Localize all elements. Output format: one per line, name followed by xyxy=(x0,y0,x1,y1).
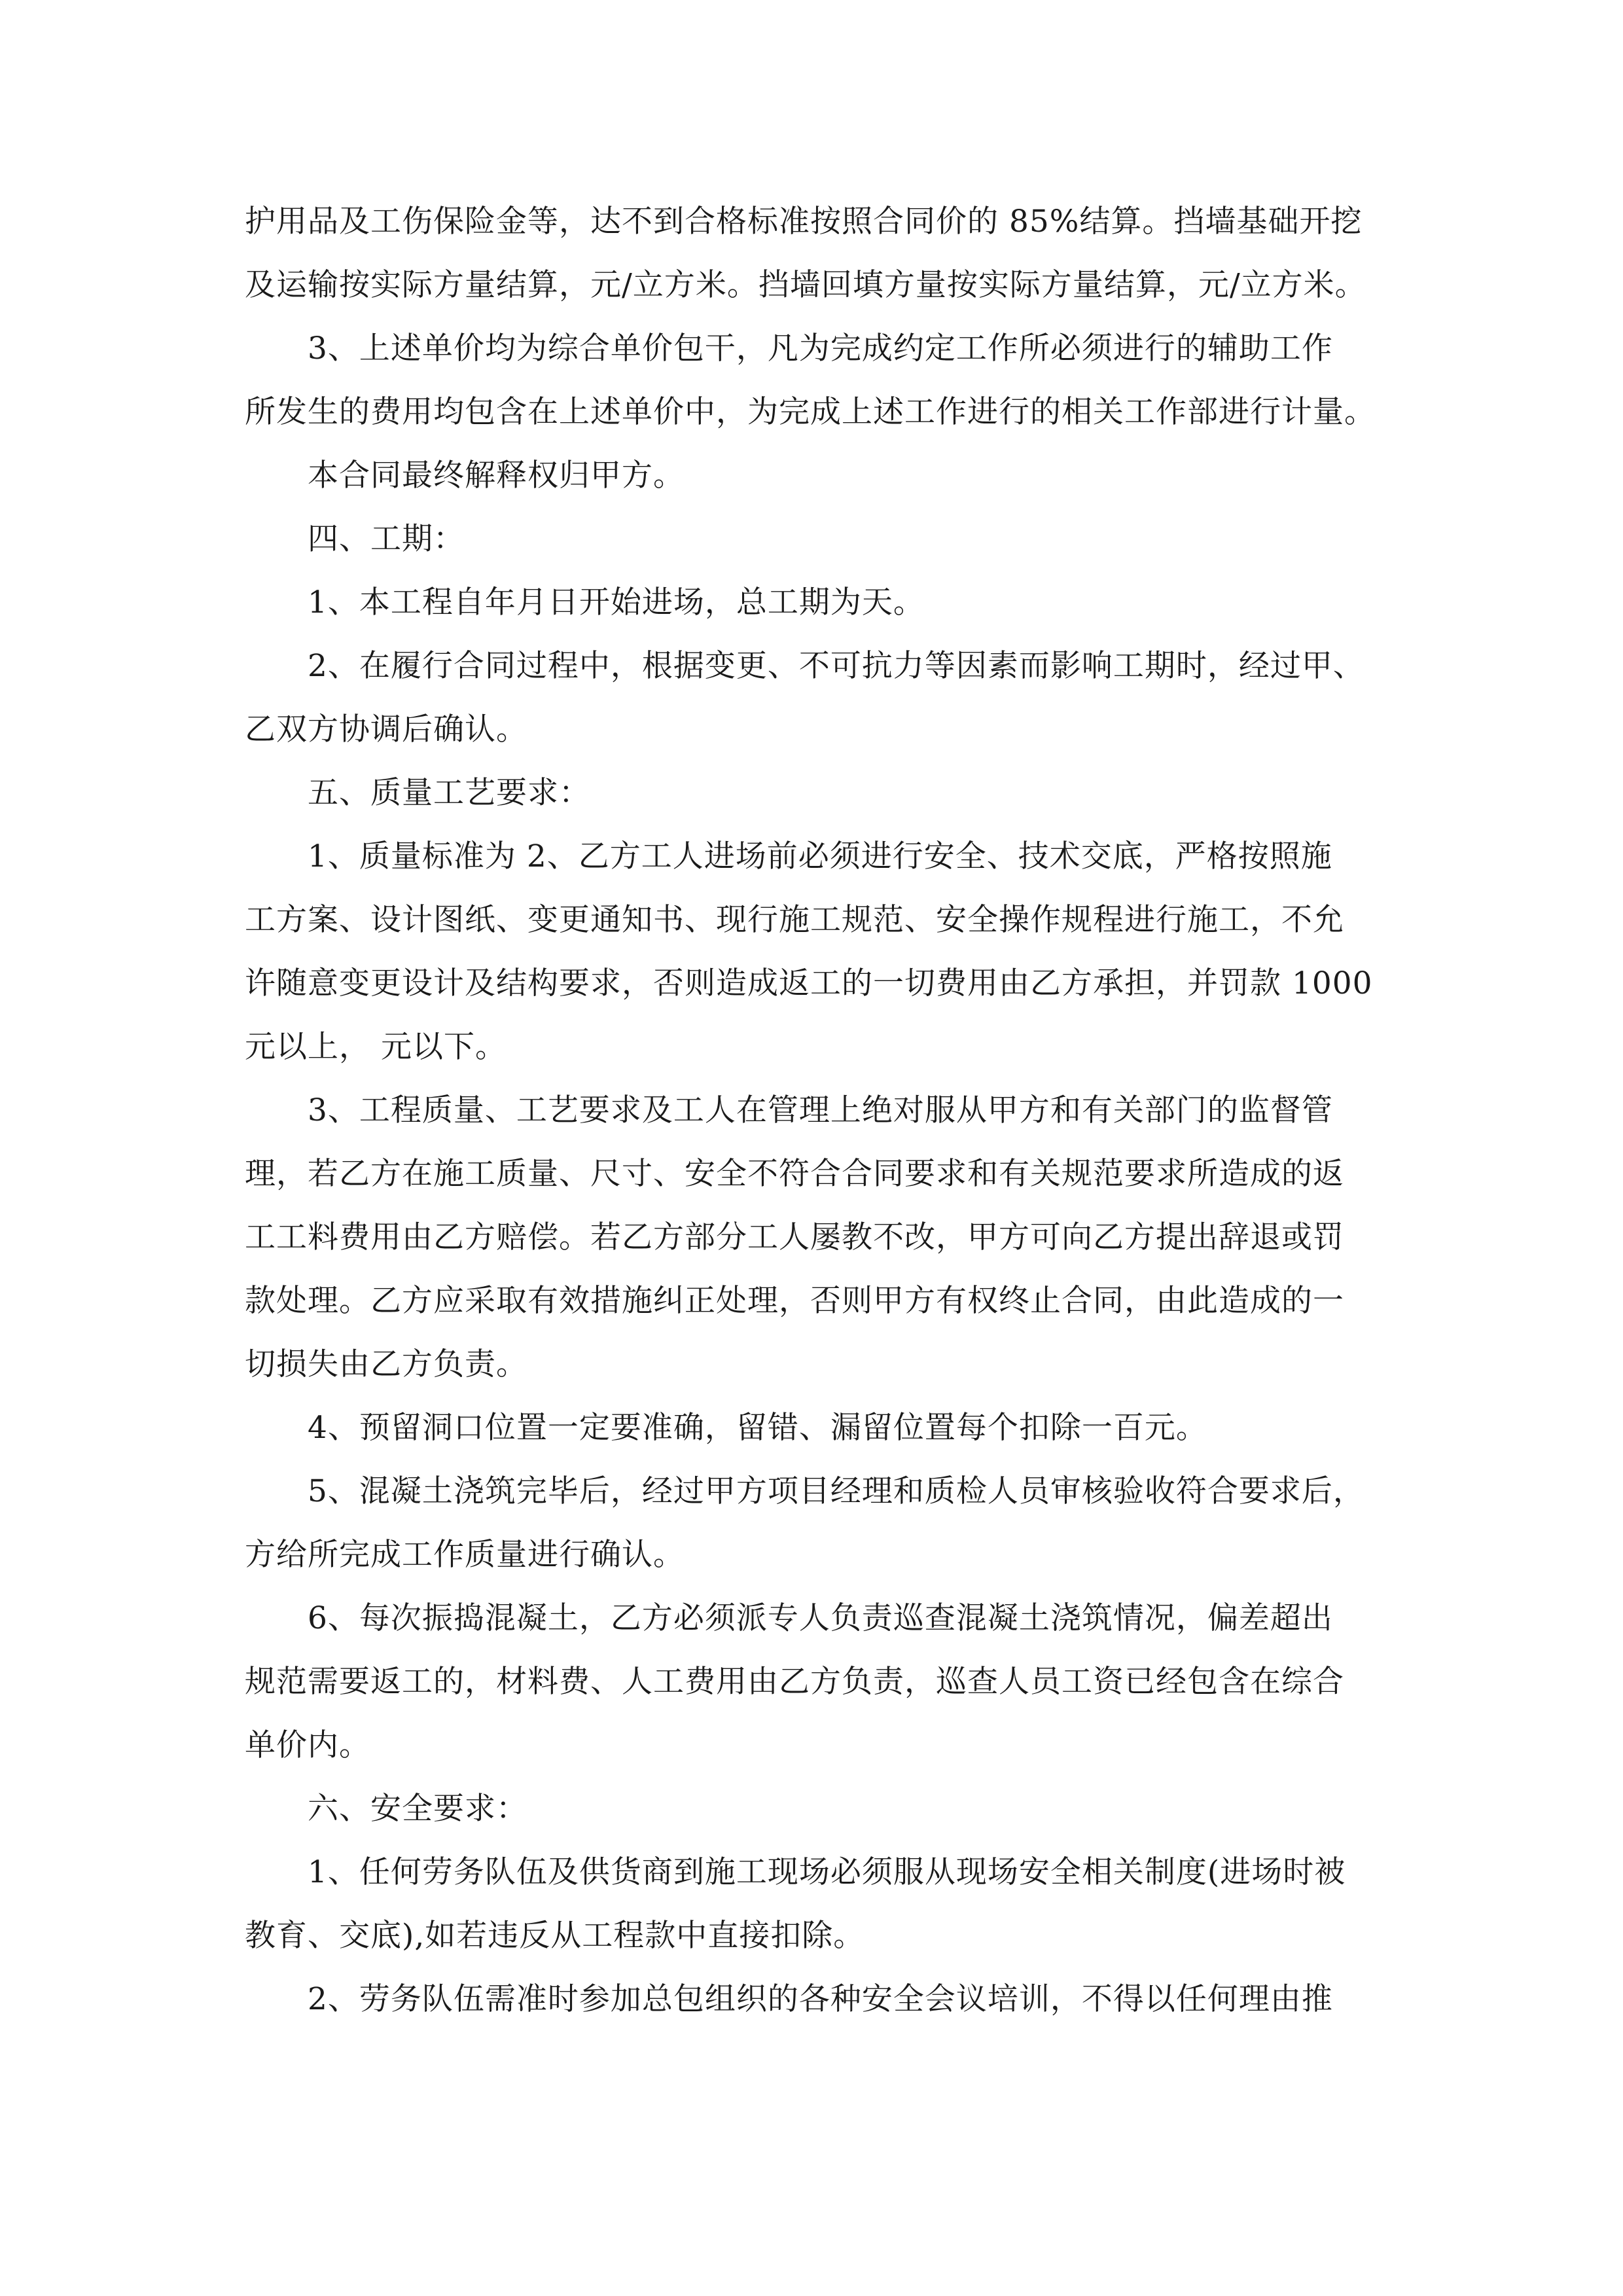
text-line: 6、每次振捣混凝土，乙方必须派专人负责巡查混凝土浇筑情况，偏差超出 xyxy=(308,1600,1333,1636)
text-line: 六、安全要求： xyxy=(308,1791,527,1827)
text-line: 四、工期： xyxy=(308,521,465,557)
text-line: 1、任何劳务队伍及供货商到施工现场必须服从现场安全相关制度(进场时被 xyxy=(308,1854,1346,1890)
text-line: 规范需要返工的，材料费、人工费用由乙方负责，巡查人员工资已经包含在综合 xyxy=(245,1664,1344,1700)
text-line: 1、本工程自年月日开始进场，总工期为天。 xyxy=(308,584,925,620)
text-line: 理，若乙方在施工质量、尺寸、安全不符合合同要求和有关规范要求所造成的返 xyxy=(245,1156,1344,1192)
text-line: 2、劳务队伍需准时参加总包组织的各种安全会议培训，不得以任何理由推 xyxy=(308,1981,1333,2017)
text-line: 切损失由乙方负责。 xyxy=(245,1346,527,1382)
text-line: 3、工程质量、工艺要求及工人在管理上绝对服从甲方和有关部门的监督管 xyxy=(308,1092,1333,1128)
text-line: 4、预留洞口位置一定要准确，留错、漏留位置每个扣除一百元。 xyxy=(308,1410,1207,1446)
text-line: 工方案、设计图纸、变更通知书、现行施工规范、安全操作规程进行施工，不允 xyxy=(245,902,1344,938)
text-line: 工工料费用由乙方赔偿。若乙方部分工人屡教不改，甲方可向乙方提出辞退或罚 xyxy=(245,1219,1344,1255)
text-line: 元以上， 元以下。 xyxy=(245,1029,507,1065)
text-line: 本合同最终解释权归甲方。 xyxy=(308,457,685,493)
text-line: 五、质量工艺要求： xyxy=(308,775,590,811)
text-line: 方给所完成工作质量进行确认。 xyxy=(245,1537,685,1573)
text-line: 许随意变更设计及结构要求，否则造成返工的一切费用由乙方承担，并罚款 1000 xyxy=(245,965,1373,1001)
text-line: 教育、交底),如若违反从工程款中直接扣除。 xyxy=(245,1918,865,1954)
text-line: 乙双方协调后确认。 xyxy=(245,711,527,747)
text-line: 及运输按实际方量结算，元/立方米。挡墙回填方量按实际方量结算，元/立方米。 xyxy=(245,267,1366,303)
text-line: 5、混凝土浇筑完毕后，经过甲方项目经理和质检人员审核验收符合要求后， xyxy=(308,1473,1364,1509)
text-line: 2、在履行合同过程中，根据变更、不可抗力等因素而影响工期时，经过甲、 xyxy=(308,648,1364,684)
text-line: 1、质量标准为 2、乙方工人进场前必须进行安全、技术交底，严格按照施 xyxy=(308,838,1332,874)
text-line: 护用品及工伤保险金等，达不到合格标准按照合同价的 85%结算。挡墙基础开挖 xyxy=(245,204,1363,240)
text-line: 单价内。 xyxy=(245,1727,370,1763)
text-line: 款处理。乙方应采取有效措施纠正处理，否则甲方有权终止合同，由此造成的一 xyxy=(245,1283,1344,1319)
text-line: 3、上述单价均为综合单价包干，凡为完成约定工作所必须进行的辅助工作 xyxy=(308,331,1333,367)
text-line: 所发生的费用均包含在上述单价中，为完成上述工作进行的相关工作部进行计量。 xyxy=(245,394,1376,430)
contract-text-body xyxy=(245,190,1383,2031)
